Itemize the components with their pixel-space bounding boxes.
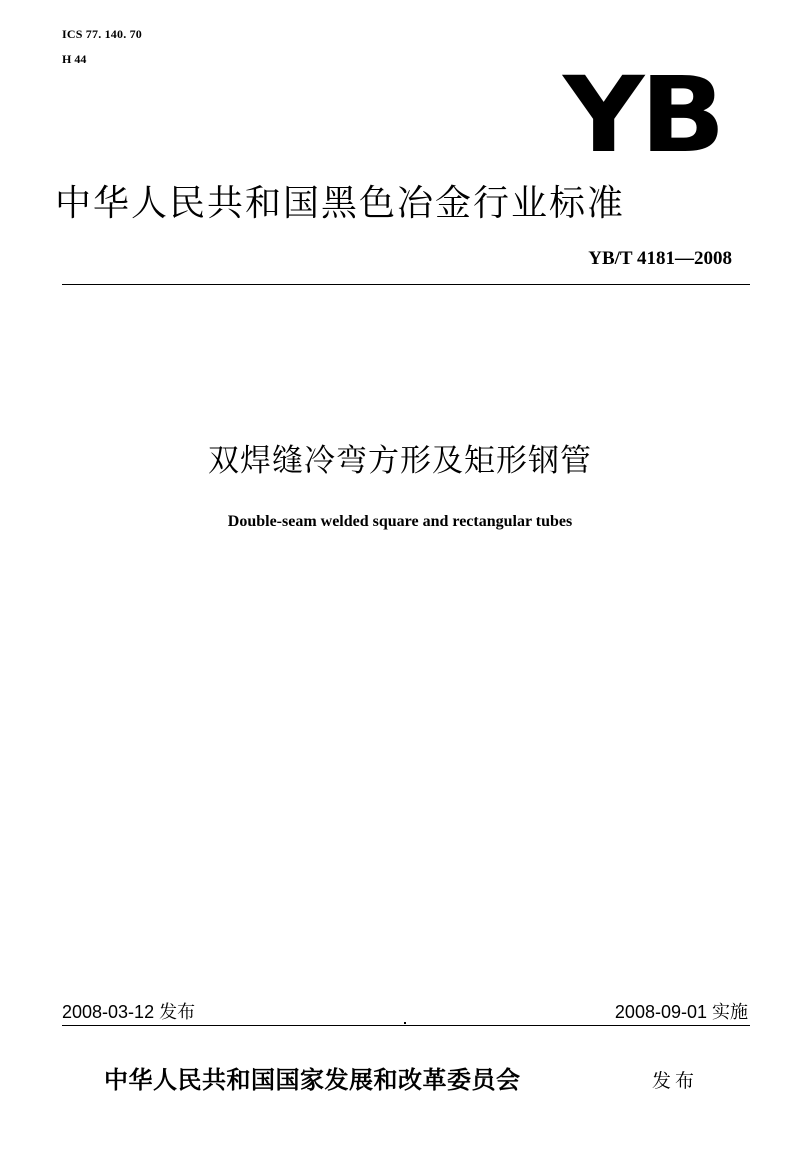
top-divider	[62, 284, 750, 285]
issue-date: 2008-03-12 发布	[62, 1002, 196, 1022]
scan-speck	[404, 1022, 406, 1024]
document-title-chinese: 双焊缝冷弯方形及矩形钢管	[208, 443, 592, 479]
issuing-authority: 中华人民共和国国家发展和改革委员会	[104, 1065, 521, 1094]
bottom-divider	[62, 1025, 750, 1026]
ccs-code: H 44	[62, 52, 87, 66]
standard-category-title: 中华人民共和国黑色冶金行业标准	[55, 183, 626, 224]
standard-number: YB/T 4181—2008	[588, 248, 732, 269]
ics-code: ICS 77. 140. 70	[62, 27, 143, 41]
document-title-english: Double-seam welded square and rectangular tubes	[227, 513, 573, 530]
implementation-date: 2008-09-01 实施	[614, 1002, 748, 1022]
yb-logo: YB	[563, 54, 722, 176]
issuing-action: 发布	[652, 1070, 699, 1092]
